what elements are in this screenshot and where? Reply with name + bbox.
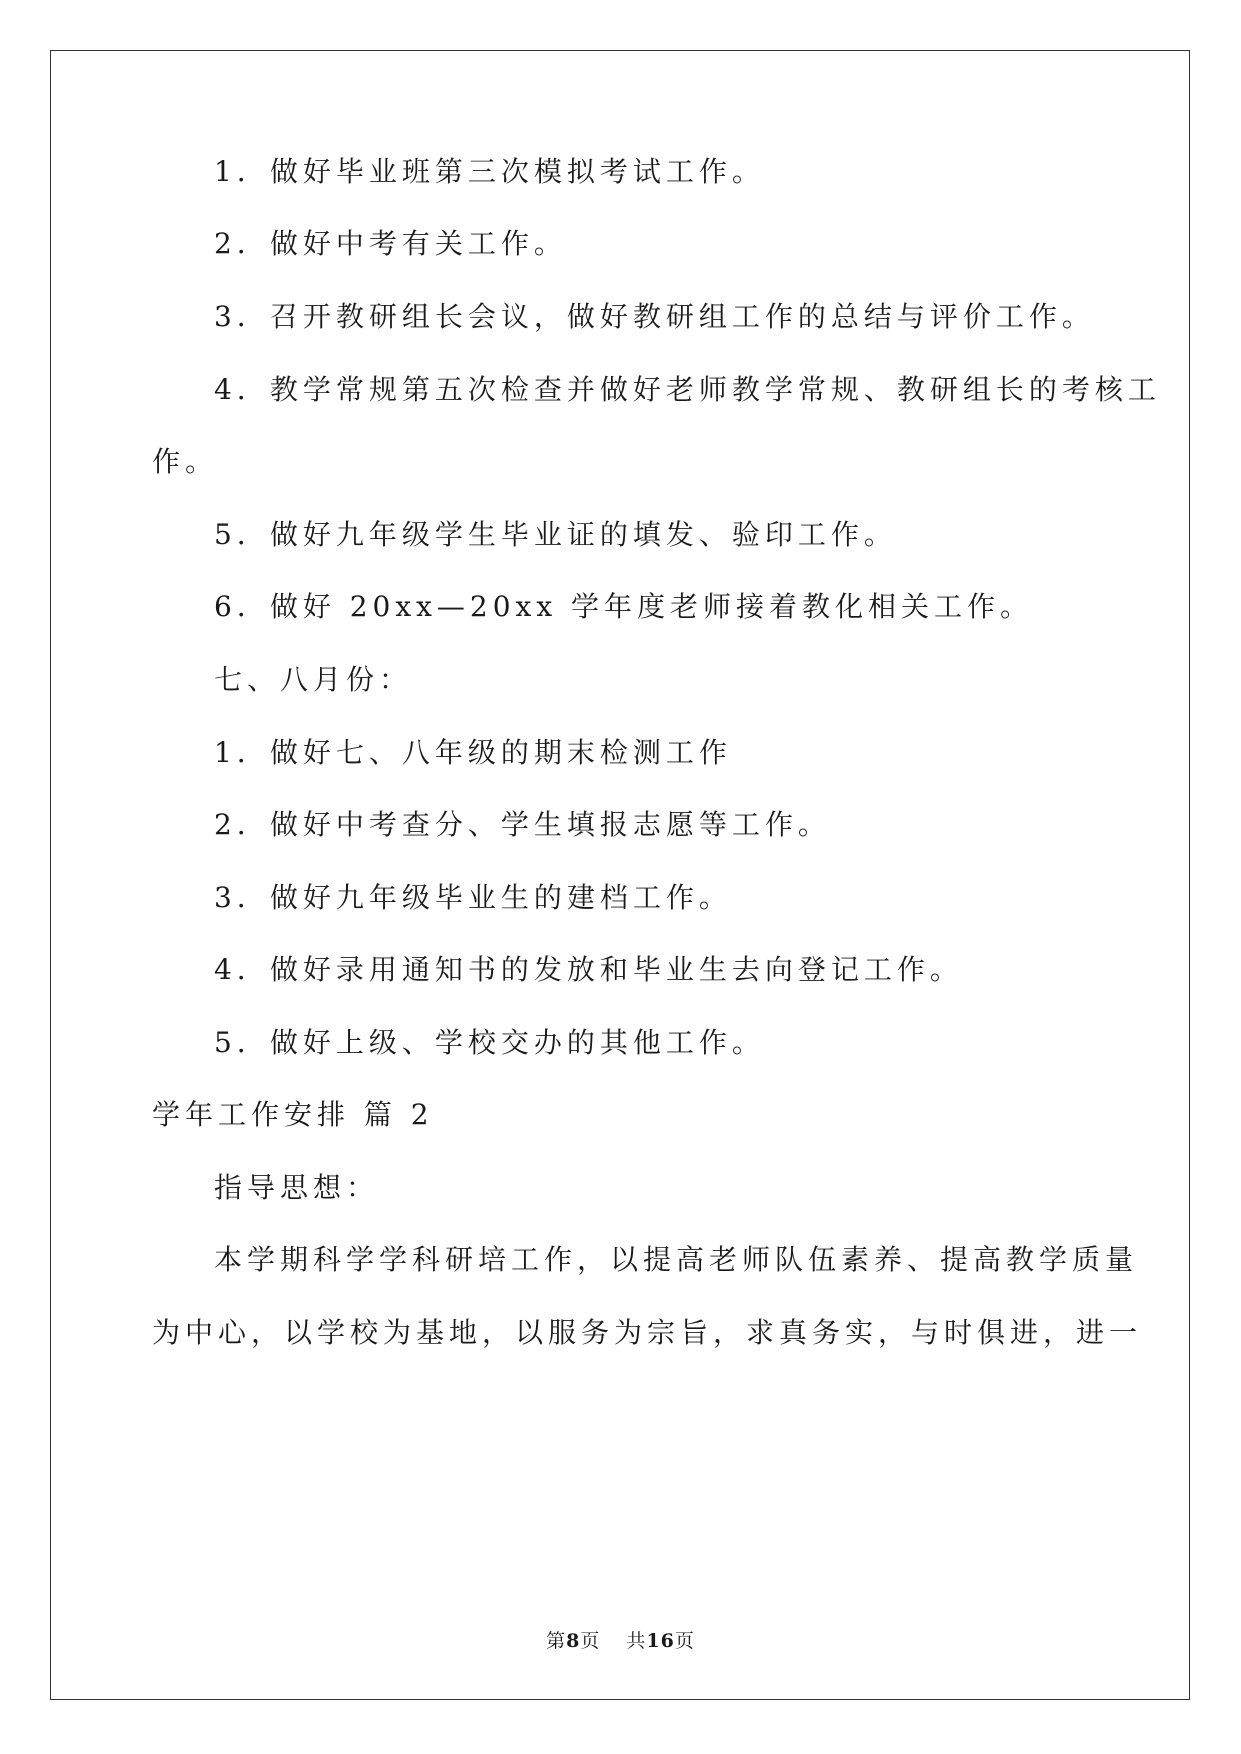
current-page-number: 8 xyxy=(566,1630,581,1652)
footer-total-prefix: 共 xyxy=(626,1630,647,1652)
page-footer xyxy=(0,1626,1241,1653)
paragraph-line: 5．做好上级、学校交办的其他工作。 xyxy=(214,1026,765,1059)
paragraph-line: 1．做好毕业班第三次模拟考试工作。 xyxy=(214,155,765,188)
paragraph-line: 3．做好九年级毕业生的建档工作。 xyxy=(214,881,732,914)
paragraph-line: 4．做好录用通知书的发放和毕业生去向登记工作。 xyxy=(214,953,963,986)
footer-page-suffix: 页 xyxy=(580,1630,601,1652)
paragraph-line: 4．教学常规第五次检查并做好老师教学常规、教研组长的考核工 xyxy=(214,373,1161,406)
paragraph-line: 作。 xyxy=(152,445,219,478)
total-page-count: 16 xyxy=(646,1630,675,1652)
paragraph-line: 5．做好九年级学生毕业证的填发、验印工作。 xyxy=(214,518,897,551)
paragraph-line: 2．做好中考有关工作。 xyxy=(214,227,567,260)
footer-total-suffix: 页 xyxy=(674,1630,695,1652)
paragraph-line: 本学期科学学科研培工作，以提高老师队伍素养、提高教学质量 xyxy=(214,1243,1139,1276)
article-title: 学年工作安排 篇 2 xyxy=(152,1098,434,1131)
paragraph-line: 3．召开教研组长会议，做好教研组工作的总结与评价工作。 xyxy=(214,300,1095,333)
document-body xyxy=(152,0,1161,1754)
paragraph-line: 为中心，以学校为基地，以服务为宗旨，求真务实，与时俱进，进一 xyxy=(152,1316,1143,1349)
footer-prefix: 第 xyxy=(546,1630,567,1652)
paragraph-line: 2．做好中考查分、学生填报志愿等工作。 xyxy=(214,808,831,841)
paragraph-line: 6．做好 20xx—20xx 学年度老师接着教化相关工作。 xyxy=(214,590,1034,623)
section-heading: 七、八月份： xyxy=(214,663,413,696)
section-heading: 指导思想： xyxy=(214,1171,380,1204)
paragraph-line: 1．做好七、八年级的期末检测工作 xyxy=(214,736,732,769)
